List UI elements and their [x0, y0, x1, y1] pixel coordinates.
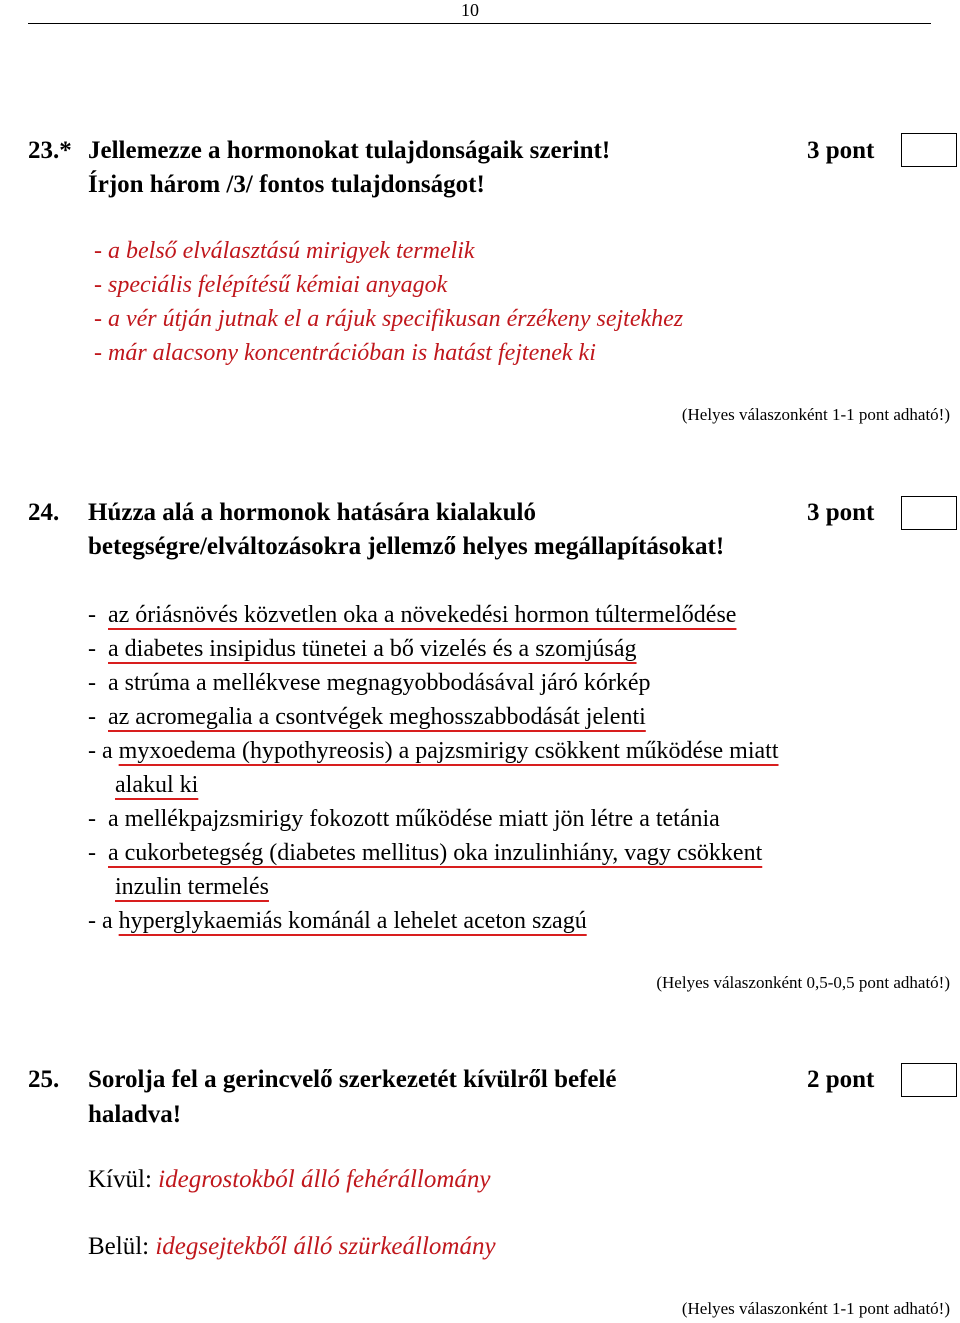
scoring-note: (Helyes válaszonként 1-1 pont adható!) — [681, 1299, 950, 1318]
score-box[interactable] — [901, 496, 957, 530]
dash: - — [88, 602, 96, 628]
header-rule — [28, 23, 931, 24]
question-text-line1: Jellemezze a hormonokat tulajdonságaik szerint! — [88, 137, 611, 164]
question-number: 25. — [28, 1066, 60, 1093]
statement-prefix: a — [102, 738, 119, 764]
question-text-line2: Írjon három /3/ fontos tulajdonságot! — [88, 171, 485, 198]
underlined-statement: alakul ki — [115, 772, 199, 798]
dash: - — [88, 636, 96, 662]
underlined-statement: az óriásnövés közvetlen oka a növekedési hormon túltermelődése — [108, 602, 737, 628]
answer-line: - speciális felépítésű kémiai anyagok — [94, 272, 448, 298]
underlined-statement: a cukorbetegség (diabetes mellitus) oka inzulinhiány, vagy csökkent — [108, 840, 763, 866]
question-text-line1: Sorolja fel a gerincvelő szerkezetét kívülről befelé — [88, 1066, 617, 1093]
answer-line: - már alacsony koncentrációban is hatást fejtenek ki — [94, 340, 596, 366]
dash: - — [88, 840, 96, 866]
statement-prefix: a — [102, 908, 119, 934]
points-label: 3 pont — [807, 137, 875, 164]
question-text-line2: haladva! — [88, 1101, 182, 1128]
statement-item — [88, 840, 762, 867]
answer-value: idegsejtekből álló szürkeállomány — [155, 1233, 496, 1260]
points-label: 3 pont — [807, 499, 875, 526]
statement-continuation — [115, 874, 269, 901]
page-number: 10 — [461, 0, 479, 20]
statement-text: a mellékpajzsmirigy fokozott működése miatt jön létre a tetánia — [108, 806, 720, 832]
statement-item — [88, 704, 646, 731]
answer-outer — [88, 1166, 491, 1194]
points-label: 2 pont — [807, 1066, 875, 1093]
statement-item — [88, 602, 736, 629]
underlined-statement: inzulin termelés — [115, 874, 269, 900]
underlined-statement: myxoedema (hypothyreosis) a pajzsmirigy csökkent működése miatt — [118, 738, 779, 764]
statement-text: a strúma a mellékvese megnagyobbodásával járó kórkép — [108, 670, 651, 696]
answer-line: - a belső elválasztású mirigyek termelik — [94, 238, 475, 264]
dash: - — [88, 704, 96, 730]
underlined-statement: a diabetes insipidus tünetei a bő vizelés és a szomjúság — [108, 636, 637, 662]
underlined-statement: hyperglykaemiás kománál a lehelet aceton szagú — [118, 908, 587, 934]
statement-item — [88, 908, 587, 935]
answer-label: Belül: — [88, 1233, 150, 1260]
scoring-note: (Helyes válaszonként 1-1 pont adható!) — [681, 405, 950, 424]
dash: - — [88, 670, 96, 696]
answer-value: idegrostokból álló fehérállomány — [158, 1166, 491, 1193]
answer-label: Kívül: — [88, 1166, 152, 1193]
answer-inner — [88, 1233, 496, 1261]
statement-item — [88, 738, 779, 765]
score-box[interactable] — [901, 133, 957, 167]
statement-item — [88, 806, 720, 833]
score-box[interactable] — [901, 1063, 957, 1097]
statement-item — [88, 670, 650, 697]
underlined-statement: az acromegalia a csontvégek meghosszabbodását jelenti — [108, 704, 646, 730]
statement-item — [88, 636, 637, 663]
question-text-line2: betegségre/elváltozásokra jellemző helyes megállapításokat! — [88, 533, 725, 560]
dash: - — [88, 908, 96, 934]
dash: - — [88, 738, 96, 764]
question-number: 23.* — [28, 137, 72, 164]
scoring-note: (Helyes válaszonként 0,5-0,5 pont adható!) — [656, 973, 950, 992]
statement-continuation — [115, 772, 198, 799]
answer-line: - a vér útján jutnak el a rájuk specifikusan érzékeny sejtekhez — [94, 306, 684, 332]
dash: - — [88, 806, 96, 832]
question-text-line1: Húzza alá a hormonok hatására kialakuló — [88, 499, 536, 526]
question-number: 24. — [28, 499, 60, 526]
